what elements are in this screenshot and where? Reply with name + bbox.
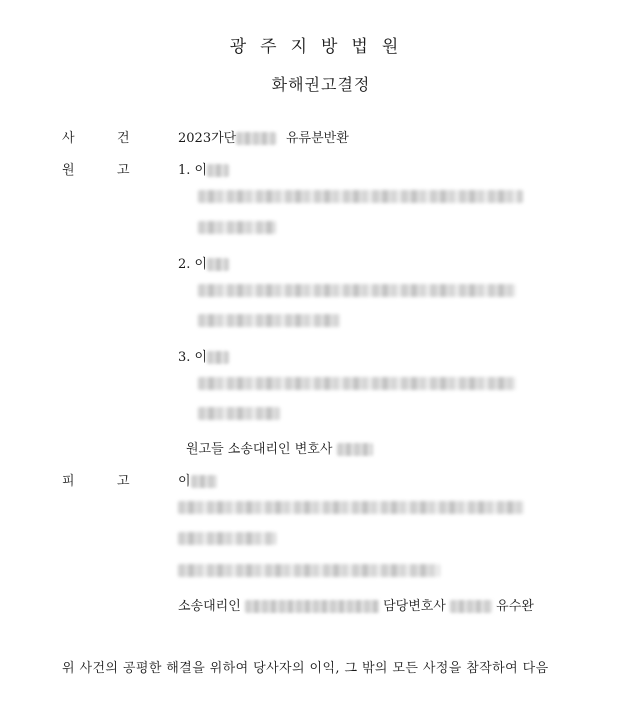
case-name: 유류분반환 <box>286 131 349 146</box>
plaintiff-name: 이 <box>194 257 208 272</box>
redacted-address <box>178 501 524 514</box>
plaintiff-counsel-label: 원고들 소송대리인 변호사 <box>186 442 333 457</box>
redacted-block <box>236 132 276 145</box>
defendant-name <box>178 470 217 489</box>
redacted-address <box>198 190 523 203</box>
redacted-block <box>450 600 492 613</box>
redacted-block <box>207 164 229 177</box>
body-paragraph: 위 사건의 공평한 해결을 위하여 당사자의 이익, 그 밖의 모든 사정을 참작하여 다음 <box>62 661 549 676</box>
redacted-block <box>207 351 229 364</box>
redacted-address <box>198 407 280 420</box>
defendant-counsel-prefix: 소송대리인 <box>178 599 241 614</box>
redacted-block <box>337 443 373 456</box>
case-label-1: 사 <box>62 131 75 146</box>
defendant-name-text: 이 <box>178 474 191 489</box>
redacted-address <box>198 221 276 234</box>
plaintiff-2 <box>178 253 229 272</box>
plaintiff-index: 3. <box>178 350 191 365</box>
plaintiff-index: 2. <box>178 257 191 272</box>
case-label-2: 건 <box>117 131 130 146</box>
redacted-address <box>198 314 340 327</box>
redacted-block <box>191 475 217 488</box>
plaintiff-index: 1. <box>178 163 191 178</box>
plaintiff-counsel <box>186 438 373 457</box>
defendant-counsel-name: 유수완 <box>496 599 534 614</box>
case-number-prefix: 2023가단 <box>178 131 237 146</box>
defendant-counsel-mid: 담당변호사 <box>383 599 446 614</box>
defendant-label-2: 고 <box>117 474 130 489</box>
case-number <box>178 127 276 146</box>
redacted-block <box>245 600 379 613</box>
redacted-address <box>198 284 516 297</box>
plaintiff-label-2: 고 <box>117 163 130 178</box>
plaintiff-3 <box>178 346 229 365</box>
document-title: 화해권고결정 <box>271 75 371 94</box>
plaintiff-1 <box>178 159 229 178</box>
defendant-counsel <box>178 595 534 614</box>
plaintiff-name: 이 <box>194 163 208 178</box>
redacted-block <box>207 258 229 271</box>
redacted-address <box>198 377 516 390</box>
plaintiff-label-1: 원 <box>62 163 75 178</box>
court-name: 광주지방법원 <box>229 37 413 57</box>
redacted-address <box>178 532 276 545</box>
defendant-label-1: 피 <box>62 474 75 489</box>
plaintiff-name: 이 <box>194 350 208 365</box>
redacted-address <box>178 564 440 577</box>
